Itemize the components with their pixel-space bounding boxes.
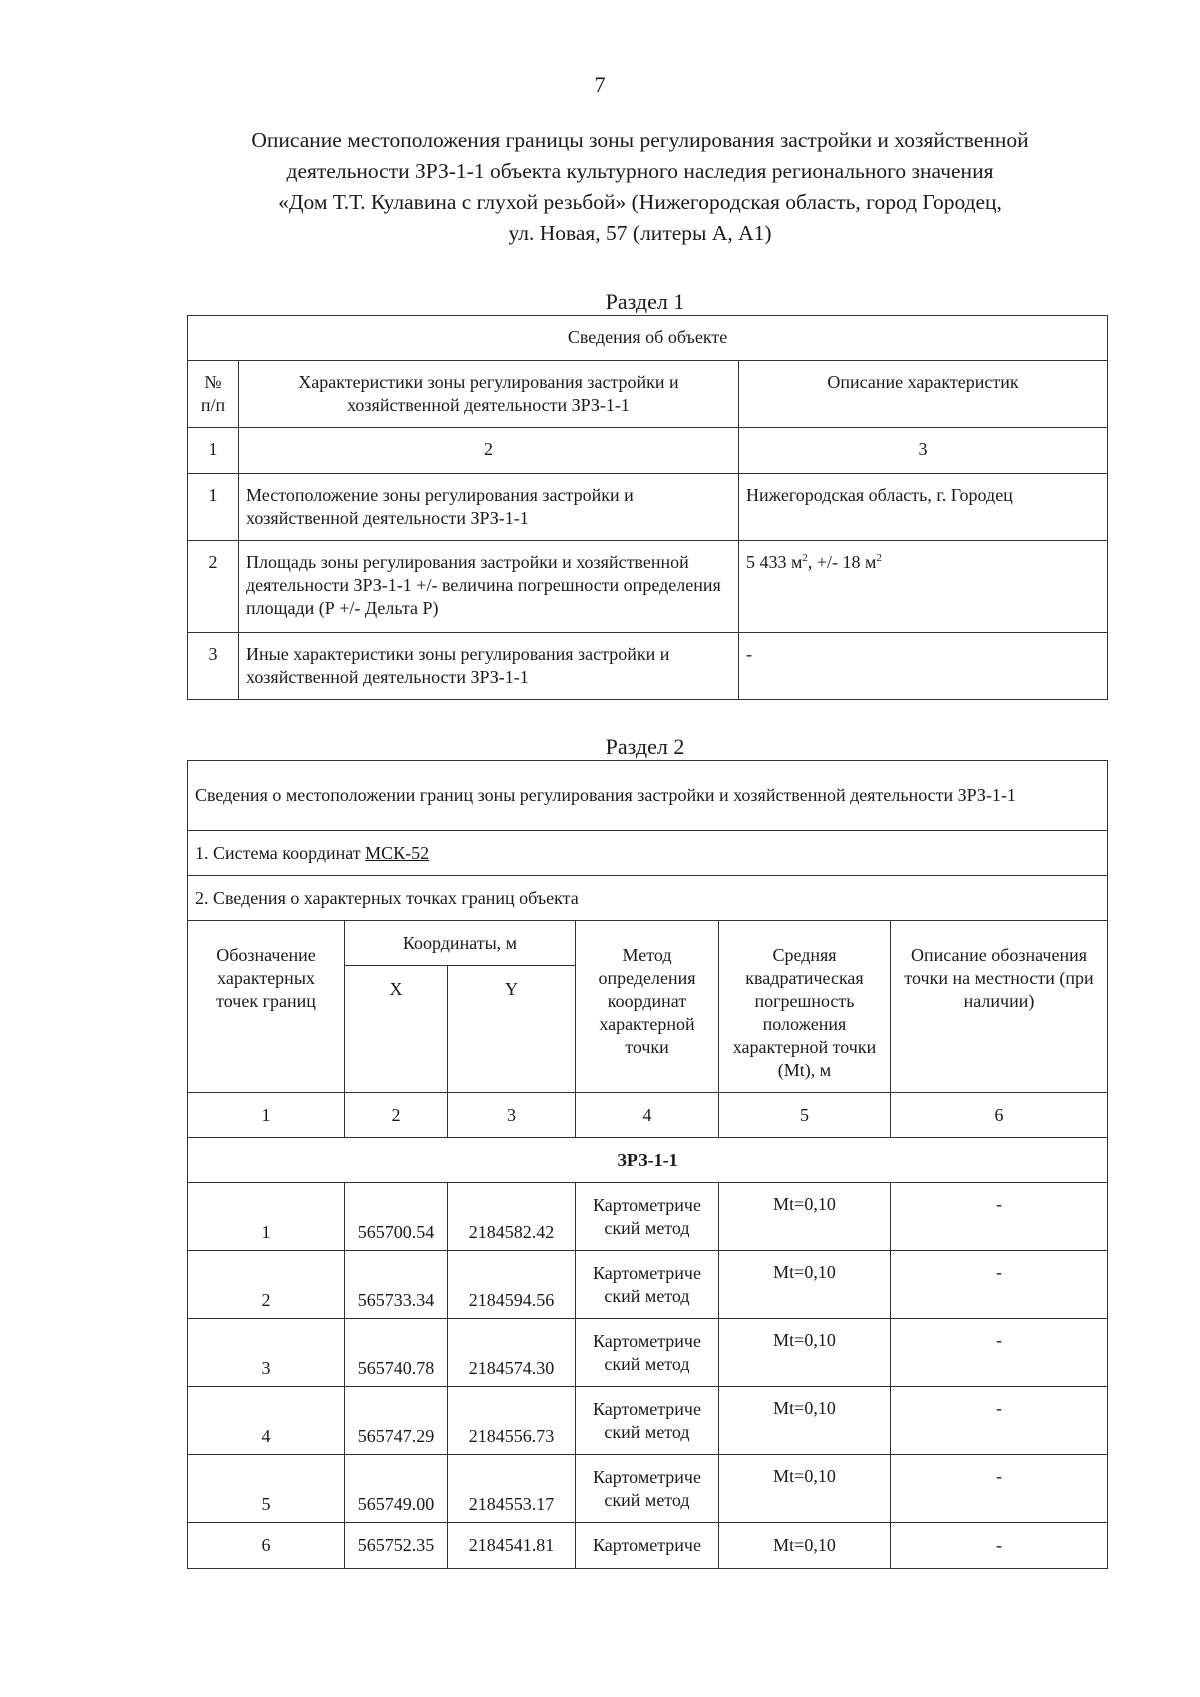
point-method: Картометриче <box>576 1523 719 1569</box>
point-id: 1 <box>188 1183 345 1251</box>
row-number: 3 <box>188 633 239 700</box>
point-method: Картометриче ский метод <box>576 1251 719 1319</box>
point-description: - <box>891 1387 1108 1455</box>
point-id: 2 <box>188 1251 345 1319</box>
column-number: 2 <box>345 1093 448 1138</box>
document-title <box>190 125 1090 249</box>
column-number: 6 <box>891 1093 1108 1138</box>
table-row <box>188 1183 1108 1251</box>
column-number: 1 <box>188 1093 345 1138</box>
table-row <box>188 474 1108 541</box>
header-coordinates: Координаты, м <box>345 921 576 966</box>
point-id: 6 <box>188 1523 345 1569</box>
title-line: «Дом Т.Т. Кулавина с глухой резьбой» (Нижегородская область, город Городец, <box>278 190 1002 214</box>
point-accuracy: Mt=0,10 <box>719 1319 891 1387</box>
characteristic-cell: Площадь зоны регулирования застройки и хозяйственной деятельности ЗРЗ-1-1 +/- величина погрешности определения площади (Р +/- Дельта Р) <box>239 541 739 633</box>
characteristic-cell: Местоположение зоны регулирования застройки и хозяйственной деятельности ЗРЗ-1-1 <box>239 474 739 541</box>
column-number: 4 <box>576 1093 719 1138</box>
point-accuracy: Mt=0,10 <box>719 1387 891 1455</box>
point-description: - <box>891 1319 1108 1387</box>
row-number: 1 <box>188 474 239 541</box>
description-cell: Нижегородская область, г. Городец <box>739 474 1108 541</box>
point-accuracy: Mt=0,10 <box>719 1183 891 1251</box>
point-accuracy: Mt=0,10 <box>719 1455 891 1523</box>
table-row <box>188 633 1108 700</box>
row-number: 2 <box>188 541 239 633</box>
column-number: 3 <box>739 428 1108 474</box>
point-y: 2184556.73 <box>448 1387 576 1455</box>
point-method: Картометриче ский метод <box>576 1319 719 1387</box>
point-description: - <box>891 1455 1108 1523</box>
title-line: деятельности ЗРЗ-1-1 объекта культурного наследия регионального значения <box>286 159 994 183</box>
table-title: Сведения о местоположении границ зоны регулирования застройки и хозяйственной деятельности ЗРЗ-1-1 <box>188 761 1108 831</box>
header-location-description: Описание обозначения точки на местности (при наличии) <box>891 921 1108 1093</box>
point-description: - <box>891 1523 1108 1569</box>
description-cell: - <box>739 633 1108 700</box>
column-number: 5 <box>719 1093 891 1138</box>
column-number: 2 <box>239 428 739 474</box>
table-title: Сведения об объекте <box>188 316 1108 361</box>
zone-label: ЗРЗ-1-1 <box>188 1138 1108 1183</box>
point-x: 565752.35 <box>345 1523 448 1569</box>
header-designation: Обозначение характерных точек границ <box>188 921 345 1093</box>
point-method: Картометриче ский метод <box>576 1183 719 1251</box>
section1-heading: Раздел 1 <box>605 289 685 314</box>
header-characteristics: Характеристики зоны регулирования застройки и хозяйственной деятельности ЗРЗ-1-1 <box>239 361 739 428</box>
section2-heading: Раздел 2 <box>605 734 685 759</box>
point-x: 565747.29 <box>345 1387 448 1455</box>
point-y: 2184553.17 <box>448 1455 576 1523</box>
point-x: 565740.78 <box>345 1319 448 1387</box>
table-row <box>188 1251 1108 1319</box>
object-info-table <box>187 315 1108 700</box>
coordinate-system-value: МСК-52 <box>365 842 430 863</box>
point-id: 4 <box>188 1387 345 1455</box>
description-cell: 5 433 $м^2$, +/- 18 $м^2$ <box>739 541 1108 633</box>
point-y: 2184541.81 <box>448 1523 576 1569</box>
boundary-points-table <box>187 760 1108 1569</box>
point-description: - <box>891 1183 1108 1251</box>
header-accuracy: Средняя квадратическая погрешность положения характерной точки (Mt), м <box>719 921 891 1093</box>
point-x: 565700.54 <box>345 1183 448 1251</box>
header-x: X <box>345 966 448 1093</box>
table-row <box>188 1319 1108 1387</box>
table-row <box>188 541 1108 633</box>
point-description: - <box>891 1251 1108 1319</box>
table-row <box>188 1387 1108 1455</box>
table-row <box>188 1455 1108 1523</box>
point-y: 2184574.30 <box>448 1319 576 1387</box>
column-number: 3 <box>448 1093 576 1138</box>
point-method: Картометриче ский метод <box>576 1387 719 1455</box>
column-number: 1 <box>188 428 239 474</box>
point-y: 2184594.56 <box>448 1251 576 1319</box>
point-x: 565749.00 <box>345 1455 448 1523</box>
point-id: 3 <box>188 1319 345 1387</box>
header-y: Y <box>448 966 576 1093</box>
header-description: Описание характеристик <box>739 361 1108 428</box>
table-row <box>188 1523 1108 1569</box>
point-accuracy: Mt=0,10 <box>719 1523 891 1569</box>
title-line: Описание местоположения границы зоны регулирования застройки и хозяйственной <box>251 128 1029 152</box>
point-y: 2184582.42 <box>448 1183 576 1251</box>
title-line: ул. Новая, 57 (литеры А, А1) <box>508 221 772 245</box>
point-method: Картометриче ский метод <box>576 1455 719 1523</box>
page-number: 7 <box>594 72 606 97</box>
characteristic-cell: Иные характеристики зоны регулирования застройки и хозяйственной деятельности ЗРЗ-1-1 <box>239 633 739 700</box>
coordinate-system: 1. Система координат МСК-52 <box>188 831 1108 876</box>
point-accuracy: Mt=0,10 <box>719 1251 891 1319</box>
header-number: № п/п <box>188 361 239 428</box>
point-id: 5 <box>188 1455 345 1523</box>
header-method: Метод определения координат характерной точки <box>576 921 719 1093</box>
points-section-title: 2. Сведения о характерных точках границ объекта <box>188 876 1108 921</box>
point-x: 565733.34 <box>345 1251 448 1319</box>
